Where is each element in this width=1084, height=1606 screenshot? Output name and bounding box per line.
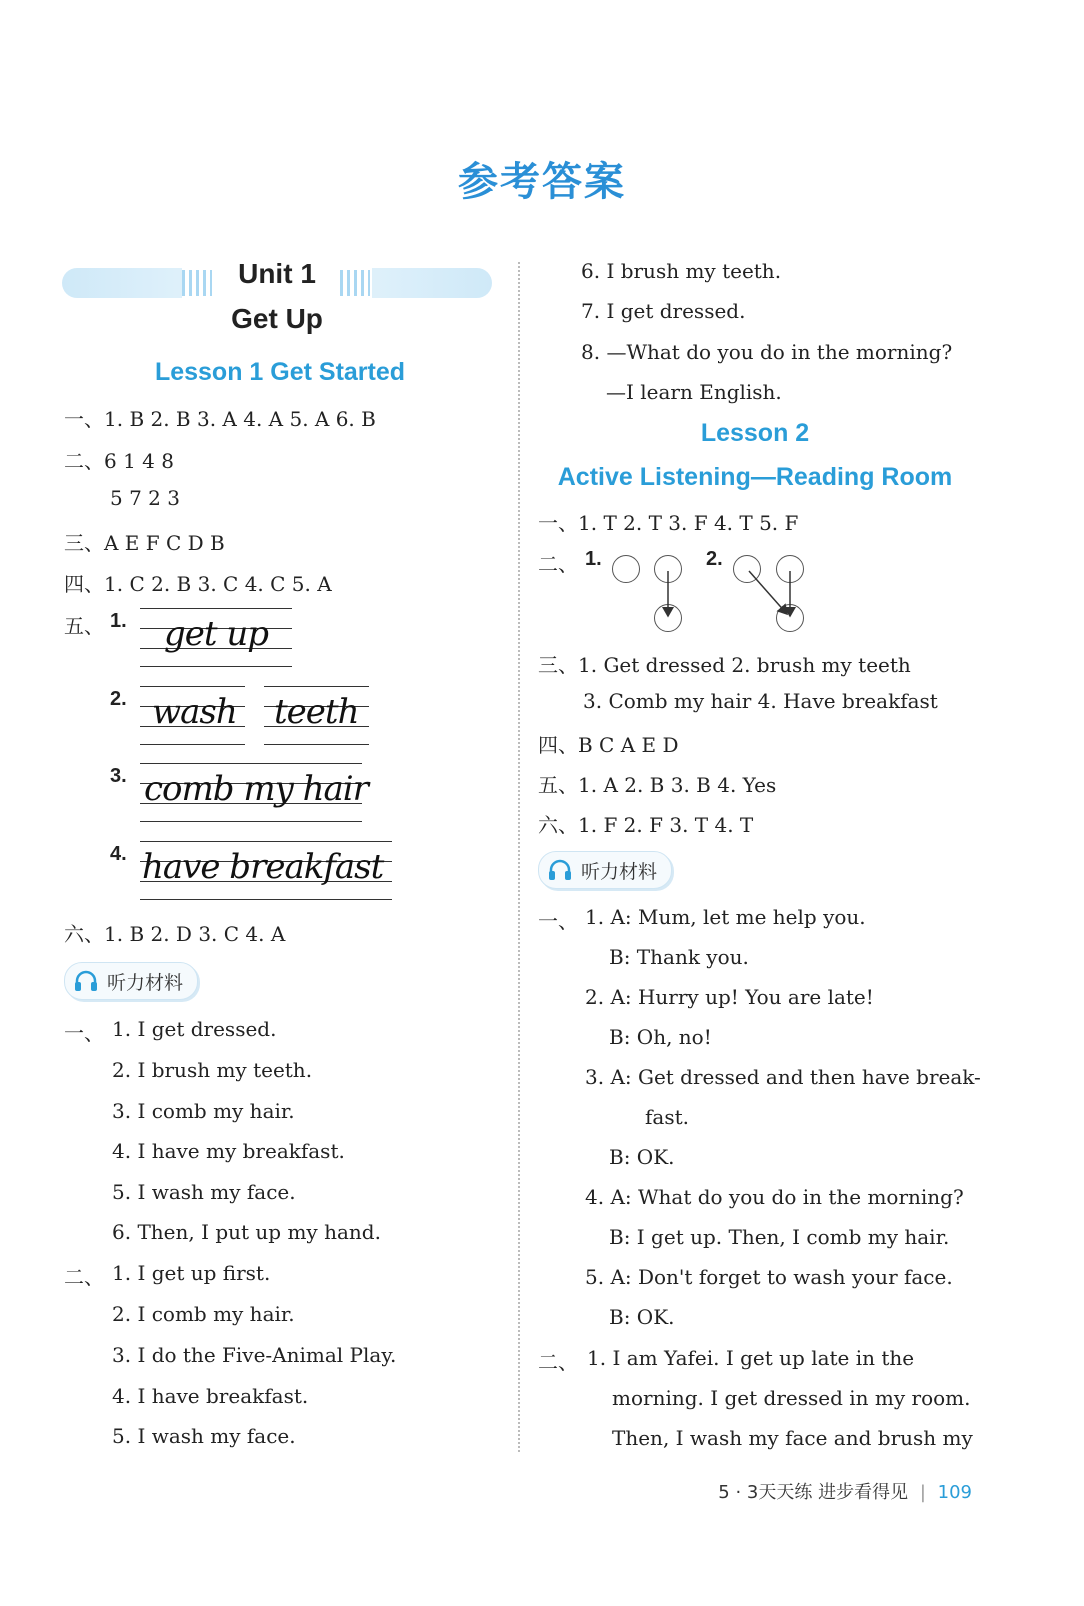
cont-item: 8. —What do you do in the morning? <box>581 340 953 364</box>
r-q6-num: 六、 <box>538 813 578 837</box>
listening-tag-right <box>538 851 672 889</box>
lesson1-heading: Lesson 1 Get Started <box>154 358 406 386</box>
cont-item: 6. I brush my teeth. <box>581 259 782 283</box>
q6-num: 六、 <box>64 922 104 946</box>
listen2-num: 二、 <box>64 1265 104 1289</box>
matching-arrows <box>600 550 820 640</box>
q6-answers: 1. B 2. D 3. C 4. A <box>104 922 286 946</box>
r-q3 <box>538 649 911 678</box>
listen1-item: 1. I get dressed. <box>112 1017 277 1041</box>
l-q4 <box>64 568 332 597</box>
q1-num: 一、 <box>64 407 104 431</box>
q1-answers: 1. B 2. B 3. A 4. A 5. A 6. B <box>104 407 376 431</box>
handwriting-get-up <box>140 608 292 668</box>
r-q6 <box>538 809 753 838</box>
q2-row2: 5 7 2 3 <box>110 486 180 510</box>
cont-item: 7. I get dressed. <box>581 299 746 323</box>
headphones-icon <box>547 859 573 881</box>
unit-title: Get Up <box>231 303 323 334</box>
listen1-item: 4. I have my breakfast. <box>112 1139 345 1163</box>
q4-num: 四、 <box>64 572 104 596</box>
dialogue-line: 5. A: Don't forget to wash your face. <box>585 1265 953 1289</box>
listen1-item: 3. I comb my hair. <box>112 1099 295 1123</box>
handwriting-wash <box>140 686 245 746</box>
footer-separator: | <box>919 1482 926 1503</box>
column-divider <box>518 262 520 1452</box>
r-q2-n2: 2. <box>706 548 723 570</box>
page-number: 109 <box>937 1482 972 1503</box>
r-q4 <box>538 729 679 758</box>
listen1-item: 2. I brush my teeth. <box>112 1058 313 1082</box>
handwriting-comb-my-hair <box>140 763 368 823</box>
q5-num: 五、 <box>64 614 104 638</box>
dialogue-line: B: OK. <box>609 1305 675 1329</box>
listen2-item: 1. I get up first. <box>112 1261 271 1285</box>
dialogue-line: B: Thank you. <box>609 945 749 969</box>
dialogue-line: B: I get up. Then, I comb my hair. <box>609 1225 950 1249</box>
r-q1-num: 一、 <box>538 511 578 535</box>
passage-line: Then, I wash my face and brush my <box>612 1426 973 1450</box>
q5-n4: 4. <box>110 843 127 865</box>
dialogue-line: B: Oh, no! <box>609 1025 712 1049</box>
headphones-icon <box>73 970 99 992</box>
r-q1-answers: 1. T 2. T 3. F 4. T 5. F <box>578 511 799 535</box>
footer <box>718 1478 972 1504</box>
l-q2 <box>64 445 174 474</box>
lesson2-subheading: Active Listening—Reading Room <box>557 463 953 491</box>
l-q6 <box>64 918 285 947</box>
handwriting-have-breakfast <box>140 841 392 901</box>
r-q3-row1: 1. Get dressed 2. brush my teeth <box>578 653 911 677</box>
passage-line: morning. I get dressed in my room. <box>612 1386 971 1410</box>
unit-heading: Unit 1 <box>238 258 316 289</box>
listening-tag-label: 听力材料 <box>107 971 184 994</box>
dialogue-line: 2. A: Hurry up! You are late! <box>585 985 874 1009</box>
listen2-item: 3. I do the Five-Animal Play. <box>112 1343 397 1367</box>
hw-text-2b: teeth <box>274 692 359 732</box>
q5-n1: 1. <box>110 610 127 632</box>
listening-tag-label: 听力材料 <box>581 860 658 883</box>
dialogue-line: fast. <box>645 1105 689 1129</box>
hw-text-2a: wash <box>152 692 237 732</box>
r-q5-num: 五、 <box>538 773 578 797</box>
r-listen2-num: 二、 <box>538 1350 578 1374</box>
l-q3 <box>64 527 225 556</box>
listen1-num: 一、 <box>64 1021 104 1045</box>
r-q3-num: 三、 <box>538 653 578 677</box>
dialogue-line: B: OK. <box>609 1145 675 1169</box>
q3-answers: A E F C D B <box>104 531 225 555</box>
hw-text-1: get up <box>164 614 269 654</box>
r-q4-num: 四、 <box>538 733 578 757</box>
r-q4-answers: B C A E D <box>578 733 679 757</box>
dialogue-line: 4. A: What do you do in the morning? <box>585 1185 964 1209</box>
listen2-item: 4. I have breakfast. <box>112 1384 309 1408</box>
r-q3-row2: 3. Comb my hair 4. Have breakfast <box>583 689 938 713</box>
q3-num: 三、 <box>64 531 104 555</box>
q4-answers: 1. C 2. B 3. C 4. C 5. A <box>104 572 332 596</box>
listen1-item: 5. I wash my face. <box>112 1180 296 1204</box>
lesson2-heading: Lesson 2 <box>700 419 810 447</box>
r-q5 <box>538 769 776 798</box>
footer-brand: 5 · 3天天练 进步看得见 <box>718 1482 909 1503</box>
cont-item: —I learn English. <box>606 380 782 404</box>
q2-row1: 6 1 4 8 <box>104 449 174 473</box>
r-q1 <box>538 507 798 536</box>
l-q1 <box>64 403 376 432</box>
r-q6-answers: 1. F 2. F 3. T 4. T <box>578 813 754 837</box>
r-listen1-num: 一、 <box>538 909 578 933</box>
hw-text-3: comb my hair <box>144 769 368 809</box>
q5-n3: 3. <box>110 765 127 787</box>
listen2-item: 2. I comb my hair. <box>112 1302 295 1326</box>
listen2-item: 5. I wash my face. <box>112 1424 296 1448</box>
handwriting-teeth <box>264 686 369 746</box>
r-q2-n1: 1. <box>585 548 602 570</box>
passage-line: 1. I am Yafei. I get up late in the <box>587 1346 915 1370</box>
dialogue-line: 3. A: Get dressed and then have break- <box>585 1065 981 1089</box>
q5-n2: 2. <box>110 688 127 710</box>
listening-tag-left <box>64 962 198 1000</box>
q2-num: 二、 <box>64 449 104 473</box>
hw-text-4: have breakfast <box>142 847 384 887</box>
r-q5-answers: 1. A 2. B 3. B 4. Yes <box>578 773 777 797</box>
r-q2-num: 二、 <box>538 552 578 576</box>
page-title: 参考答案 <box>458 159 626 205</box>
listen1-item: 6. Then, I put up my hand. <box>112 1220 381 1244</box>
dialogue-line: 1. A: Mum, let me help you. <box>585 905 866 929</box>
